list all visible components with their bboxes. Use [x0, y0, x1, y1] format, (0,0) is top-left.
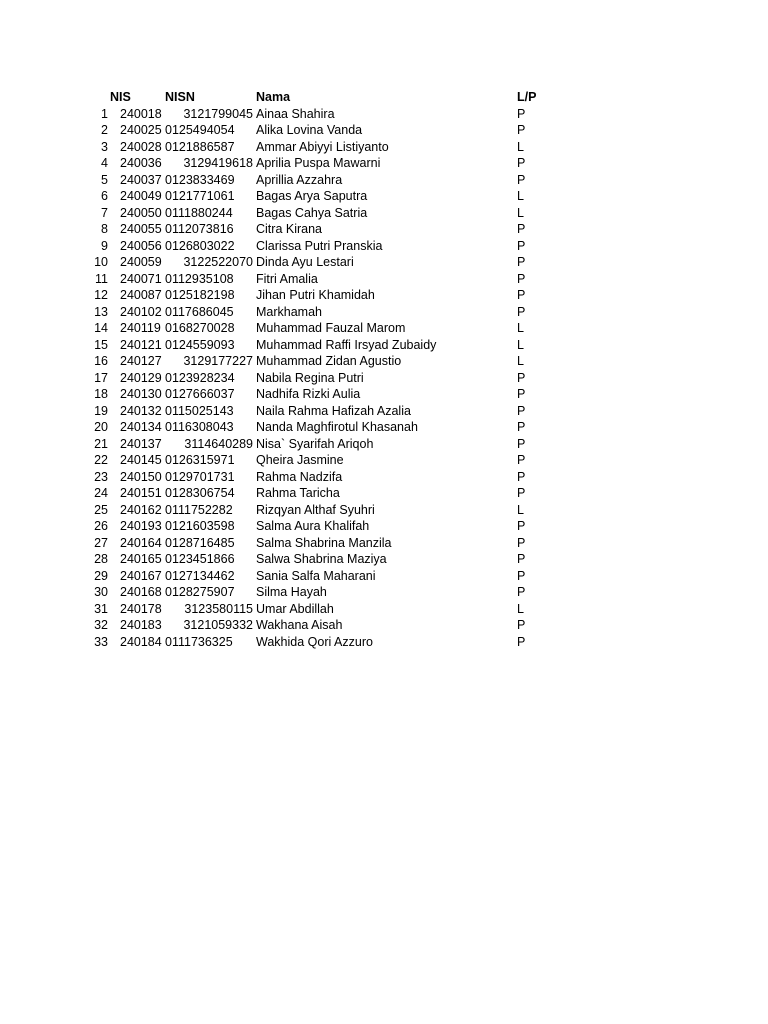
row-nisn: 0128306754 [165, 486, 235, 500]
row-nisn: 0127134462 [165, 568, 235, 583]
table-row [0, 617, 768, 634]
table-row [0, 106, 768, 123]
row-lp: P [517, 519, 526, 533]
row-nama: Muhammad Fauzal Marom [256, 321, 406, 335]
row-nisn: 0112935108 [165, 271, 234, 286]
table-row [0, 353, 768, 370]
row-number: 32 [94, 618, 108, 632]
row-nisn: 0115025143 [165, 403, 234, 418]
table-row [0, 139, 768, 156]
row-nis: 240178 [120, 601, 162, 616]
row-nama: Sania Salfa Maharani [256, 568, 376, 583]
table-row [0, 287, 768, 304]
row-lp: P [517, 255, 526, 269]
row-number: 8 [101, 222, 108, 236]
row-number: 13 [94, 304, 108, 319]
row-lp: P [517, 222, 526, 236]
header-row [0, 89, 768, 106]
header-nis: NIS [110, 90, 131, 104]
row-nisn: 0123451866 [165, 552, 235, 566]
row-number: 20 [94, 420, 108, 434]
row-nama: Citra Kirana [256, 222, 322, 236]
table-row [0, 436, 768, 453]
table-row [0, 469, 768, 486]
row-nisn: 0121603598 [165, 519, 235, 533]
row-nama: Rahma Nadzifa [256, 469, 343, 484]
row-number: 9 [101, 238, 108, 253]
table-row [0, 403, 768, 420]
row-lp: P [517, 420, 526, 434]
row-nama: Muhammad Zidan Agustio [256, 354, 402, 368]
row-nis: 240145 [120, 453, 162, 467]
row-nama: Umar Abdillah [256, 601, 334, 616]
table-body [0, 106, 768, 651]
row-nis: 240164 [120, 535, 162, 550]
row-number: 3 [101, 139, 108, 154]
row-nis: 240049 [120, 189, 162, 203]
table-row [0, 155, 768, 172]
row-nis: 240130 [120, 387, 162, 401]
row-nisn: 3121059332 [183, 618, 253, 632]
row-nisn: 0117686045 [165, 304, 234, 319]
row-lp: L [517, 189, 524, 203]
table-row [0, 601, 768, 618]
row-nama: Rahma Taricha [256, 486, 340, 500]
row-nis: 240025 [120, 123, 162, 137]
row-lp: P [517, 123, 526, 137]
row-number: 10 [94, 255, 108, 269]
row-number: 27 [94, 535, 108, 550]
row-nama: Bagas Cahya Satria [256, 205, 368, 220]
table-row [0, 518, 768, 535]
row-nisn: 3121799045 [183, 106, 253, 121]
row-lp: P [517, 288, 526, 302]
table-row [0, 172, 768, 189]
row-nis: 240055 [120, 222, 162, 236]
table-row [0, 188, 768, 205]
row-lp: P [517, 618, 526, 632]
table-row [0, 551, 768, 568]
row-number: 29 [94, 568, 108, 583]
row-nis: 240168 [120, 585, 162, 599]
row-nama: Markhamah [256, 304, 322, 319]
row-number: 28 [94, 552, 108, 566]
row-number: 15 [94, 337, 108, 352]
row-nama: Muhammad Raffi Irsyad Zubaidy [256, 337, 437, 352]
row-nisn: 3129419618 [183, 156, 253, 170]
row-nama: Ainaa Shahira [256, 106, 335, 121]
row-number: 25 [94, 502, 108, 517]
row-number: 14 [94, 321, 108, 335]
row-nisn: 0111880244 [165, 205, 233, 220]
row-nisn: 0128275907 [165, 585, 235, 599]
row-nisn: 0126315971 [165, 453, 235, 467]
row-nis: 240036 [120, 156, 162, 170]
header-nisn: NISN [165, 90, 195, 104]
table-row [0, 254, 768, 271]
row-number: 19 [94, 403, 108, 418]
row-lp: L [517, 337, 524, 352]
row-number: 26 [94, 519, 108, 533]
row-nama: Ammar Abiyyi Listiyanto [256, 139, 389, 154]
row-nis: 240184 [120, 634, 162, 649]
row-nisn: 0128716485 [165, 535, 235, 550]
row-nisn: 0127666037 [165, 387, 235, 401]
row-nama: Nadhifa Rizki Aulia [256, 387, 361, 401]
row-nama: Wakhida Qori Azzuro [256, 634, 373, 649]
row-number: 5 [101, 172, 108, 187]
row-nis: 240056 [120, 238, 162, 253]
table-row [0, 568, 768, 585]
row-nama: Alika Lovina Vanda [256, 123, 363, 137]
row-lp: P [517, 585, 526, 599]
row-number: 12 [94, 288, 108, 302]
row-nisn: 0116308043 [165, 420, 234, 434]
row-number: 30 [94, 585, 108, 599]
row-nis: 240151 [120, 486, 162, 500]
row-lp: P [517, 238, 526, 253]
row-lp: P [517, 403, 526, 418]
row-nama: Wakhana Aisah [256, 618, 343, 632]
row-nisn: 3129177227 [183, 354, 253, 368]
row-nis: 240183 [120, 618, 162, 632]
row-nama: Nisa` Syarifah Ariqoh [256, 436, 374, 451]
row-nisn: 0111736325 [165, 634, 233, 649]
row-number: 33 [94, 634, 108, 649]
row-nama: Fitri Amalia [256, 271, 318, 286]
row-lp: P [517, 304, 526, 319]
row-number: 7 [101, 205, 108, 220]
row-nisn: 3122522070 [183, 255, 253, 269]
row-nama: Salma Shabrina Manzila [256, 535, 392, 550]
row-lp: P [517, 568, 526, 583]
row-nama: Jihan Putri Khamidah [256, 288, 375, 302]
table-row [0, 452, 768, 469]
row-lp: P [517, 634, 526, 649]
student-list-sheet [0, 89, 768, 650]
row-nisn: 0121886587 [165, 139, 235, 154]
row-lp: P [517, 387, 526, 401]
row-number: 6 [101, 189, 108, 203]
row-nisn: 0123928234 [165, 370, 235, 385]
row-lp: P [517, 535, 526, 550]
row-lp: P [517, 486, 526, 500]
row-nis: 240150 [120, 469, 162, 484]
row-nisn: 0111752282 [165, 502, 233, 517]
row-nis: 240037 [120, 172, 162, 187]
row-nisn: 0129701731 [165, 469, 235, 484]
row-lp: L [517, 354, 524, 368]
row-nis: 240071 [120, 271, 162, 286]
row-nis: 240127 [120, 354, 162, 368]
row-nama: Naila Rahma Hafizah Azalia [256, 403, 411, 418]
row-nama: Bagas Arya Saputra [256, 189, 368, 203]
table-row [0, 634, 768, 651]
row-lp: P [517, 552, 526, 566]
row-lp: L [517, 601, 524, 616]
table-row [0, 221, 768, 238]
row-nisn: 3114640289 [184, 436, 253, 451]
header-lp: L/P [517, 90, 537, 104]
table-row [0, 337, 768, 354]
table-row [0, 238, 768, 255]
table-row [0, 205, 768, 222]
row-nisn: 0126803022 [165, 238, 235, 253]
row-nama: Nabila Regina Putri [256, 370, 364, 385]
row-nis: 240162 [120, 502, 162, 517]
row-nis: 240167 [120, 568, 162, 583]
table-row [0, 419, 768, 436]
row-nama: Qheira Jasmine [256, 453, 344, 467]
row-nisn: 0125494054 [165, 123, 235, 137]
row-lp: P [517, 271, 526, 286]
row-number: 22 [94, 453, 108, 467]
row-nis: 240028 [120, 139, 162, 154]
table-row [0, 386, 768, 403]
row-nis: 240121 [120, 337, 162, 352]
row-lp: P [517, 370, 526, 385]
row-number: 1 [101, 106, 108, 121]
row-number: 18 [94, 387, 108, 401]
row-nama: Clarissa Putri Pranskia [256, 238, 383, 253]
row-nama: Rizqyan Althaf Syuhri [256, 502, 375, 517]
row-nama: Salwa Shabrina Maziya [256, 552, 387, 566]
row-lp: P [517, 469, 526, 484]
row-nisn: 3123580115 [184, 601, 253, 616]
row-nis: 240193 [120, 519, 162, 533]
table-row [0, 535, 768, 552]
row-nis: 240087 [120, 288, 162, 302]
row-nis: 240134 [120, 420, 162, 434]
row-nisn: 0123833469 [165, 172, 235, 187]
row-number: 11 [95, 271, 108, 286]
row-nama: Nanda Maghfirotul Khasanah [256, 420, 418, 434]
table-row [0, 370, 768, 387]
row-number: 24 [94, 486, 108, 500]
row-number: 16 [94, 354, 108, 368]
row-nis: 240137 [120, 436, 162, 451]
row-number: 4 [101, 156, 108, 170]
row-nisn: 0124559093 [165, 337, 235, 352]
row-lp: P [517, 156, 526, 170]
row-nis: 240165 [120, 552, 162, 566]
row-number: 2 [101, 123, 108, 137]
row-lp: P [517, 436, 526, 451]
row-nisn: 0168270028 [165, 321, 235, 335]
row-number: 17 [94, 370, 108, 385]
table-row [0, 271, 768, 288]
table-row [0, 320, 768, 337]
row-lp: P [517, 172, 526, 187]
row-nama: Salma Aura Khalifah [256, 519, 370, 533]
row-lp: P [517, 453, 526, 467]
row-nis: 240102 [120, 304, 162, 319]
table-row [0, 122, 768, 139]
row-lp: L [517, 502, 524, 517]
row-nisn: 0125182198 [165, 288, 235, 302]
table-row [0, 304, 768, 321]
row-lp: P [517, 106, 526, 121]
table-row [0, 502, 768, 519]
row-lp: L [517, 205, 524, 220]
row-nama: Dinda Ayu Lestari [256, 255, 354, 269]
row-nisn: 0121771061 [165, 189, 235, 203]
row-nis: 240129 [120, 370, 162, 385]
header-nama: Nama [256, 90, 291, 104]
row-nama: Aprilia Puspa Mawarni [256, 156, 381, 170]
table-row [0, 485, 768, 502]
row-nisn: 0112073816 [165, 222, 234, 236]
row-number: 21 [94, 436, 108, 451]
row-number: 23 [94, 469, 108, 484]
row-lp: L [517, 139, 524, 154]
row-number: 31 [94, 601, 108, 616]
row-nis: 240119 [120, 321, 161, 335]
row-lp: L [517, 321, 524, 335]
row-nis: 240059 [120, 255, 162, 269]
row-nama: Aprillia Azzahra [256, 172, 343, 187]
row-nis: 240132 [120, 403, 162, 418]
row-nis: 240050 [120, 205, 162, 220]
table-row [0, 584, 768, 601]
row-nis: 240018 [120, 106, 162, 121]
row-nama: Silma Hayah [256, 585, 327, 599]
